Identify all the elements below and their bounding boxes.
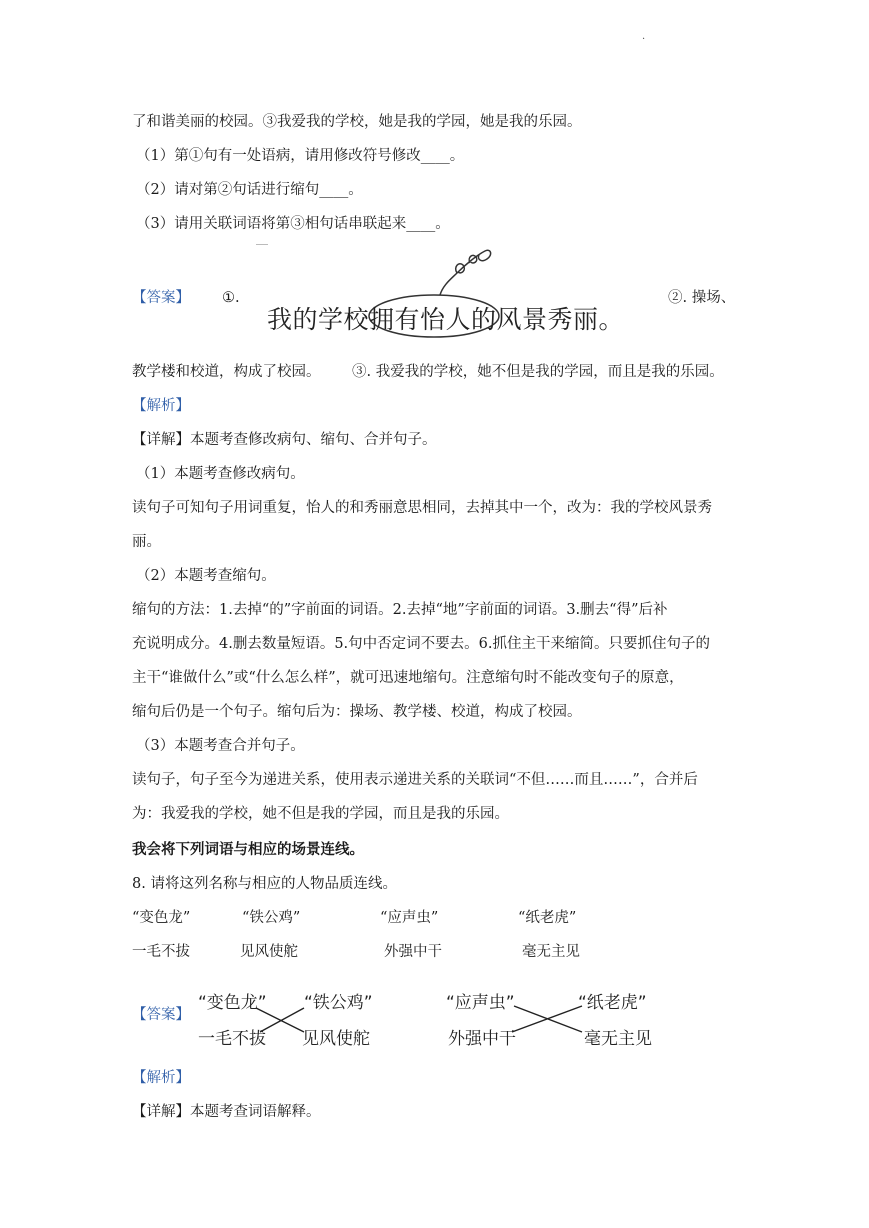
name-item: “铁公鸡”: [242, 910, 301, 926]
name-item: “纸老虎”: [518, 910, 577, 926]
corner-mark: ·: [642, 34, 646, 45]
answer-continued-a: 教学楼和校道，构成了校园。: [132, 364, 321, 380]
answer-correction-figure: [265, 245, 645, 345]
paragraph-line: 充说明成分。4.删去数量短语。5.句中否定词不要去。6.抓住主干来缩简。只要抓住句子的: [132, 636, 710, 652]
paragraph-line: 为：我爱我的学校，她不但是我的学园，而且是我的乐园。: [132, 806, 509, 822]
matching-figure: [196, 986, 666, 1048]
paragraph-line: 缩句后仍是一个句子。缩句后为：操场、教学楼、校道，构成了校园。: [132, 704, 582, 720]
paragraph-line: （2）本题考查缩句。: [136, 568, 276, 584]
quality-item: 毫无主见: [522, 944, 580, 960]
detail-line: 【详解】本题考查修改病句、缩句、合并句子。: [132, 432, 437, 448]
match-top-item: “纸老虎”: [578, 993, 647, 1013]
answer-number-2: ②. 操场、: [668, 290, 736, 306]
paragraph-line: 主干“谁做什么”或“什么怎么样”，就可迅速地缩句。注意缩句时不能改变句子的原意，: [132, 670, 684, 686]
match-bottom-item: 毫无主见: [584, 1029, 652, 1049]
match-top-item: “变色龙”: [198, 993, 267, 1013]
match-bottom-item: 外强中干: [448, 1029, 516, 1049]
paragraph-line: 缩句的方法：1.去掉“的”字前面的词语。2.去掉“地”字前面的词语。3.删去“得”后补: [132, 602, 668, 618]
match-top-item: “铁公鸡”: [304, 993, 373, 1013]
paragraph-line: （1）本题考查修改病句。: [136, 466, 305, 482]
paragraph-line: 读句子可知句子用词重复，怡人的和秀丽意思相同，去掉其中一个，改为：我的学校风景秀: [132, 500, 712, 516]
analysis-tag-2: 【解析】: [132, 1070, 190, 1086]
answer-tag-2: 【答案】: [132, 1007, 190, 1023]
analysis-tag: 【解析】: [132, 398, 190, 414]
paragraph-line: （3）本题考查合并句子。: [136, 738, 305, 754]
question-3: （3）请用关联词语将第③相句话串联起来____。: [136, 216, 450, 232]
quality-item: 一毛不拔: [132, 944, 190, 960]
answer-number-1: ①.: [222, 290, 240, 306]
question-2: （2）请对第②句话进行缩句____。: [136, 182, 363, 198]
name-item: “变色龙”: [132, 910, 191, 926]
deletion-loop-2: [456, 264, 465, 273]
deletion-loop-1: [440, 250, 491, 295]
answer-tag: 【答案】: [132, 290, 190, 306]
text-line: 了和谐美丽的校园。③我爱我的学校，她是我的学园，她是我的乐园。: [132, 114, 582, 130]
match-bottom-item: 见风使舵: [302, 1029, 370, 1049]
name-item: “应声虫”: [380, 910, 439, 926]
section-heading: 我会将下列词语与相应的场景连线。: [132, 841, 364, 858]
match-top-item: “应声虫”: [446, 993, 515, 1013]
answer-continued-b: ③. 我爱我的学校，她不但是我的学园，而且是我的乐园。: [352, 364, 724, 380]
quality-item: 外强中干: [384, 944, 442, 960]
question-1: （1）第①句有一处语病，请用修改符号修改____。: [136, 148, 465, 164]
quality-item: 见风使舵: [240, 944, 298, 960]
match-bottom-item: 一毛不拔: [198, 1029, 266, 1049]
paragraph-line: 丽。: [132, 534, 161, 550]
detail-line-2: 【详解】本题考查词语解释。: [132, 1104, 321, 1120]
answer-sentence: 我的学校拥有怡人的风景秀丽。: [267, 305, 625, 334]
question-8: 8. 请将这列名称与相应的人物品质连线。: [132, 876, 397, 892]
paragraph-line: 读句子，句子至今为递进关系，使用表示递进关系的关联词“不但……而且……”，合并后: [132, 772, 698, 788]
